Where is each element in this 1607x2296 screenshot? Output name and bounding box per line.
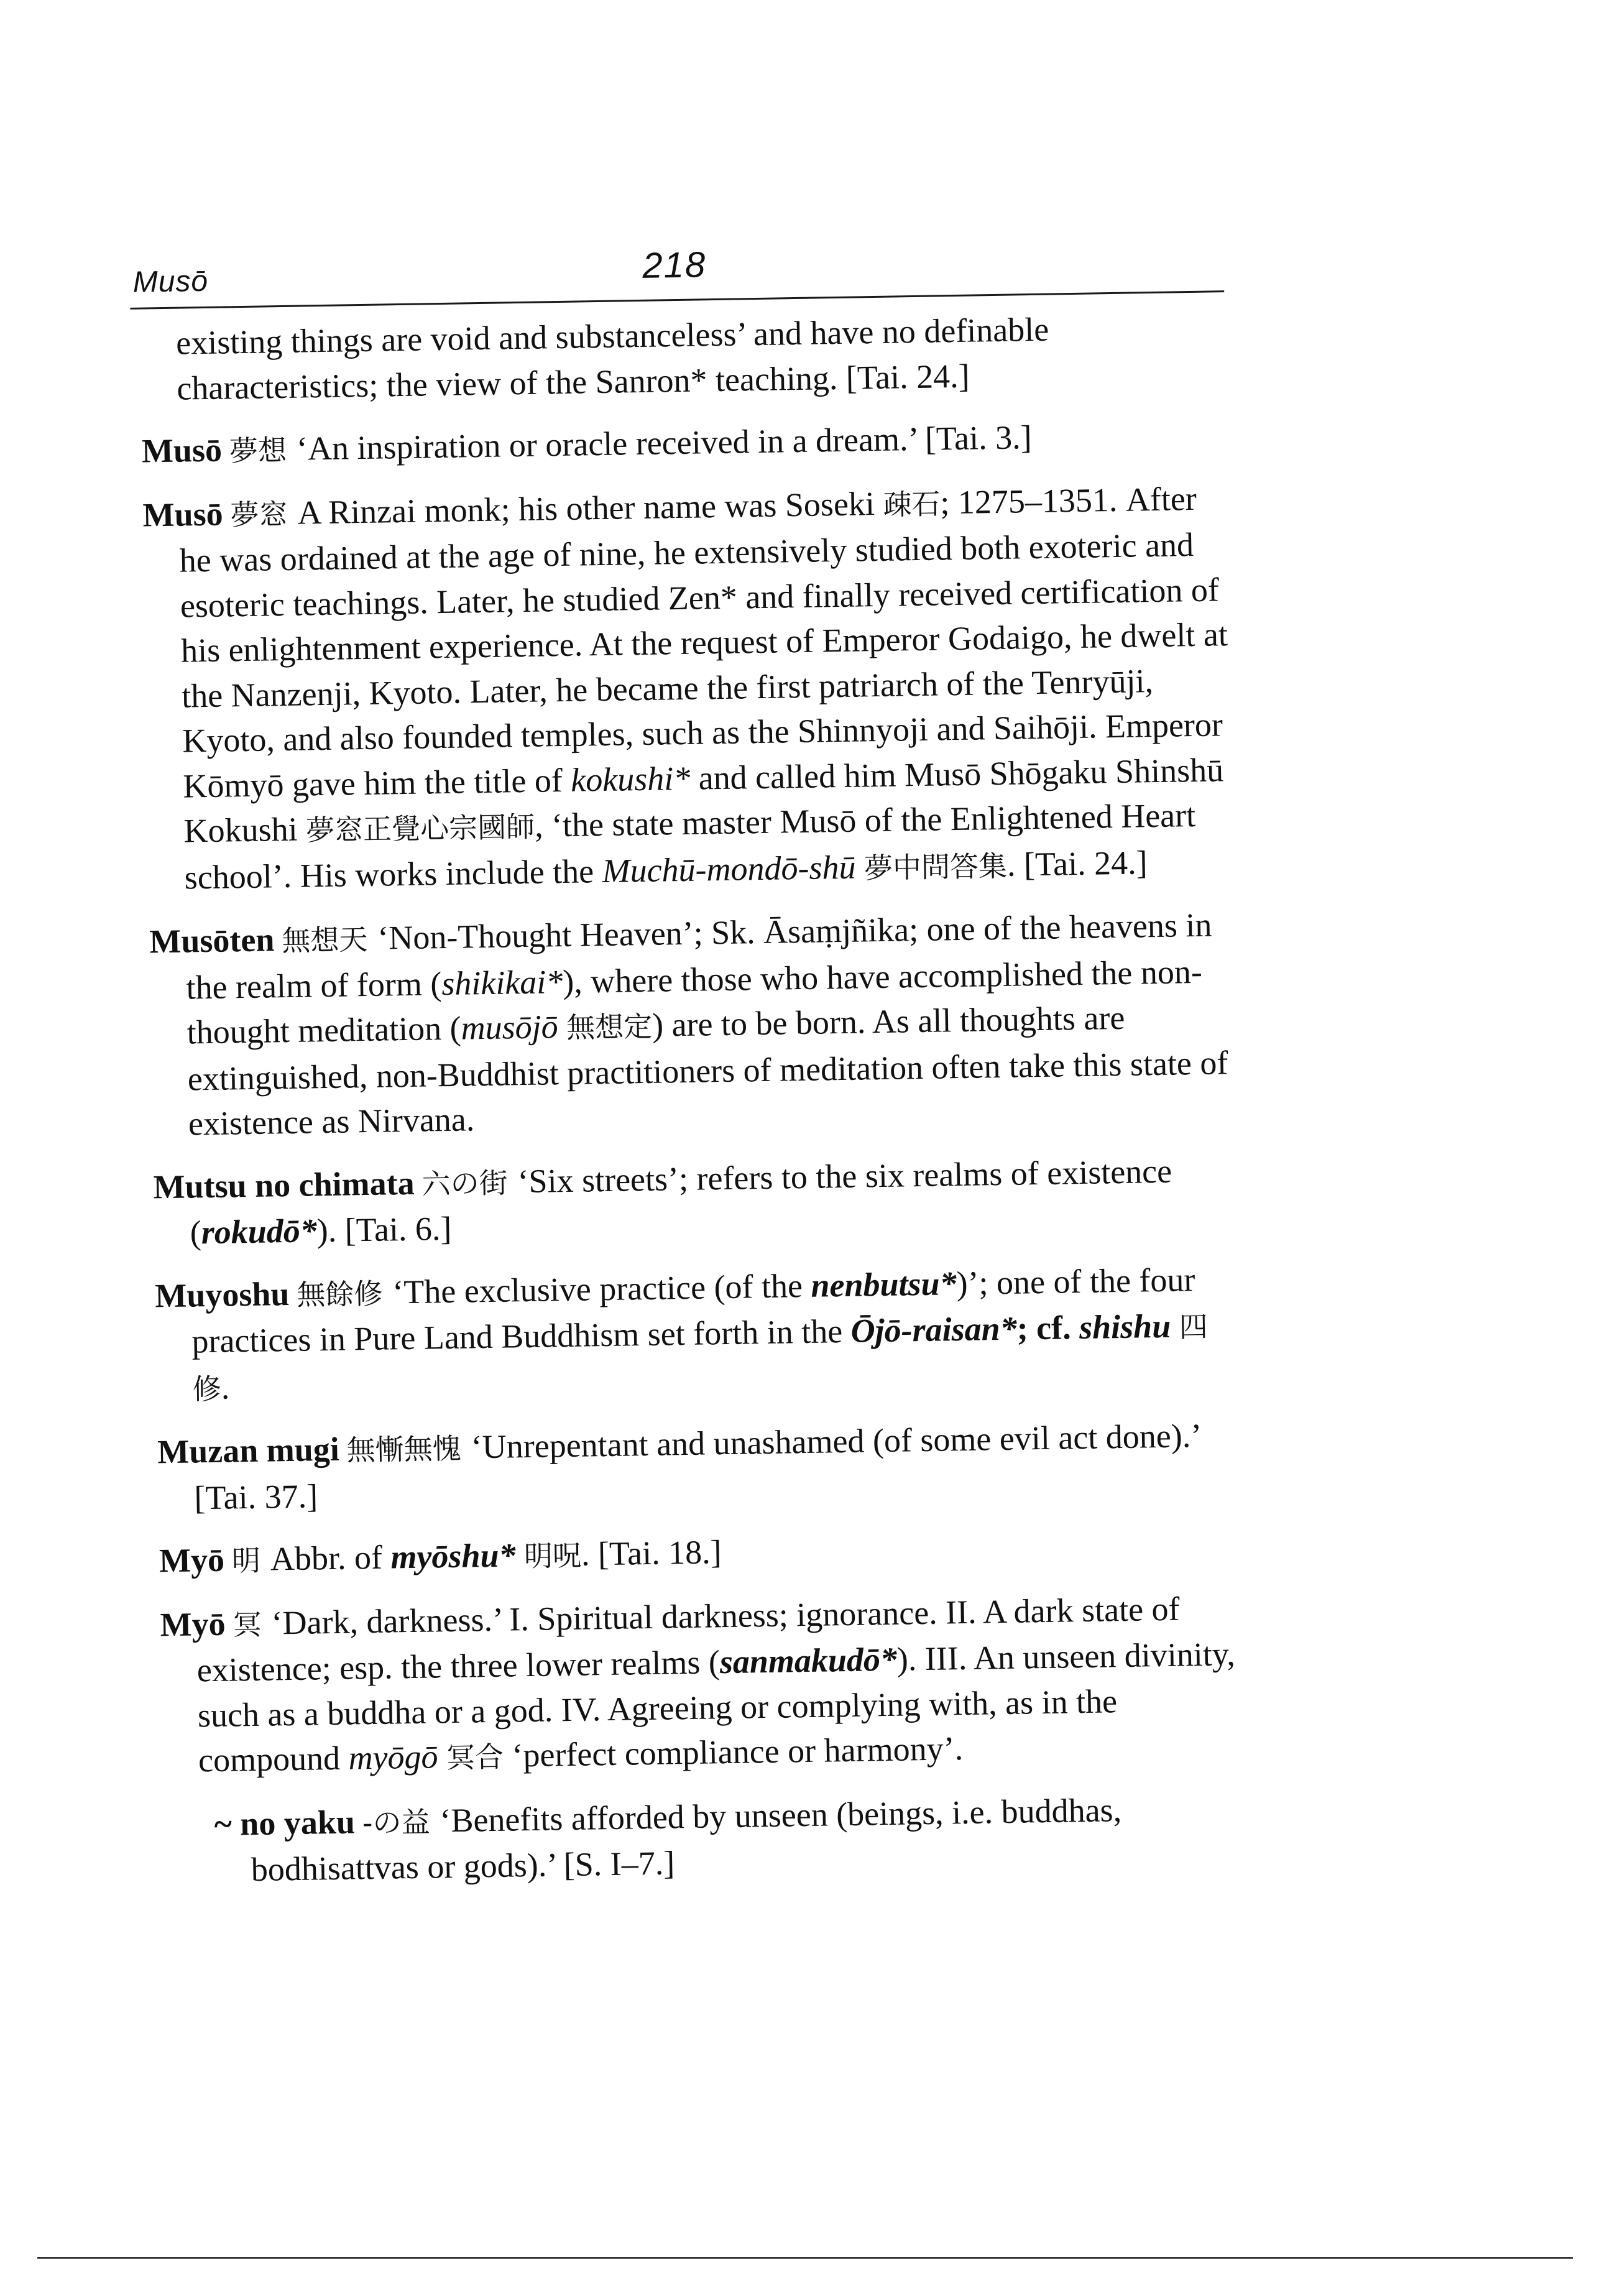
entry-kanji: 夢窓 xyxy=(230,497,288,532)
entry-mutsu-no-chimata xyxy=(153,1147,1239,1255)
entry-text: ‘Six streets’; refers to the six realms of existence ( xyxy=(190,1152,1172,1252)
entry-headword: Muzan mugi xyxy=(157,1430,340,1471)
entry-text: and called him Musō Shōgaku Shinshū Kokushi xyxy=(183,750,1224,850)
entry-muso-monk xyxy=(142,476,1233,902)
scan-edge-line xyxy=(37,2257,1573,2259)
entry-muyoshu xyxy=(155,1256,1241,1412)
entry-headword: Myō xyxy=(160,1605,226,1643)
entry-headword: Myō xyxy=(159,1541,225,1580)
entry-kanji: 夢想 xyxy=(229,433,287,468)
entry-headword: Musō xyxy=(141,431,223,470)
entry-kanji: 六の街 xyxy=(421,1165,508,1201)
entry-term: nenbutsu* xyxy=(810,1264,957,1304)
entry-term: rokudō* xyxy=(201,1212,318,1252)
entry-text: ‘Non-Thought Heaven’; Sk. Āsaṃjñika; one of the heavens in the realm of form ( xyxy=(186,906,1212,1007)
entry-headword: Musō xyxy=(142,495,224,534)
entry-list xyxy=(140,304,1250,1911)
entry-kanji: 無慚無愧 xyxy=(346,1431,462,1467)
entry-text: ‘The exclusive practice (of the xyxy=(392,1266,803,1311)
entry-kanji: -の益 xyxy=(362,1805,430,1840)
entry-kanji: 無餘修 xyxy=(297,1276,383,1312)
entry-reference: [Tai. 3.] xyxy=(924,418,1033,458)
entry-kanji: 四修 xyxy=(192,1309,1209,1406)
entry-term: sanmakudō* xyxy=(719,1640,898,1681)
entry-text: ‘Benefits afforded by unseen (beings, i.e. buddhas, bodhisattvas or gods).’ xyxy=(251,1791,1122,1889)
entry-reference: [Tai. 24.] xyxy=(1023,843,1148,883)
entry-kanji: 冥 xyxy=(233,1607,262,1641)
entry-text: , ‘the state master Musō of the Enlightened Heart school’. His works include the xyxy=(184,796,1196,897)
running-head: Musō xyxy=(132,264,209,299)
entry-no-yaku xyxy=(214,1785,1249,1893)
entry-text: A Rinzai monk; his other name was Soseki xyxy=(297,484,875,532)
page-number: 218 xyxy=(642,244,707,286)
entry-kanji: 疎石 xyxy=(882,486,941,522)
entry-text: ), where those who have accomplished the non-thought meditation ( xyxy=(186,952,1203,1051)
entry-kanji: 夢窓正覺心宗國師 xyxy=(305,809,535,847)
entry-reference: [S. I–7.] xyxy=(563,1844,675,1884)
entry-myo-dark xyxy=(160,1585,1247,1784)
entry-kanji: 無想天 xyxy=(281,922,368,958)
entry-reference: [Tai. 24.] xyxy=(845,357,970,397)
entry-term: shishu xyxy=(1079,1307,1171,1347)
entry-headword: Muyoshu xyxy=(154,1275,290,1314)
entry-text: . xyxy=(221,1368,230,1406)
entry-reference: [Tai. 6.] xyxy=(344,1209,452,1249)
entry-term: shikikai* xyxy=(441,962,563,1002)
entry-muso-inspiration xyxy=(141,412,1227,475)
entry-term: myōshu* xyxy=(390,1536,516,1576)
entry-text: ‘perfect compliance or harmony’. xyxy=(512,1730,964,1774)
entry-term: Ōjō-raisan* xyxy=(850,1309,1018,1350)
entry-kanji: 冥合 xyxy=(446,1740,504,1775)
entry-definition: ‘An inspiration or oracle received in a dream.’ xyxy=(296,420,917,468)
entry-text: Abbr. of xyxy=(270,1538,383,1578)
entry-text: ; cf. xyxy=(1016,1309,1072,1347)
entry-reference: [Tai. 18.] xyxy=(597,1533,722,1573)
entry-text: ). III. An unseen divinity, such as a buddha or a god. IV. Agreeing or complying with, as in the compound xyxy=(197,1635,1236,1779)
entry-muzan-mugi xyxy=(157,1413,1243,1521)
entry-text: )’; one of the four practices in Pure Land Buddhism set forth in the xyxy=(191,1260,1195,1360)
entry-term: musōjō xyxy=(461,1008,559,1047)
entry-term: kokushi* xyxy=(570,759,691,799)
entry-headword: Mutsu no chimata xyxy=(153,1164,415,1206)
entry-text: ‘Unrepentant and unashamed (of some evil act done).’ xyxy=(471,1417,1200,1466)
entry-text: ‘Dark, darkness.’ I. Spiritual darkness; ignorance. II. A dark state of existence; esp. the three lower realms ( xyxy=(196,1590,1180,1689)
entry-reference: [Tai. 37.] xyxy=(193,1477,318,1516)
entry-text: ) are to be born. As all thoughts are extinguished, non-Buddhist practitioners of meditation often take this state of existence as Nirvana. xyxy=(187,998,1228,1143)
entry-text: ; 1275–1351. After he was ordained at the age of nine, he extensively studied both exoteric and esoteric teachings. Later, he studied Zen* and finally received certification of his enlightenment experience. At the request of Emperor Godaigo, he dwelt at the Nanzenji, Kyoto. Later, he became the first patriarch of the Tenryūji, Kyoto, and also founded temples, such as the Shinnyoji and Saihōji. Emperor Kōmyō gave him the title of xyxy=(179,479,1228,805)
entry-text: ). xyxy=(316,1211,337,1250)
entry-continuation xyxy=(140,304,1226,411)
entry-headword: Musōten xyxy=(149,921,275,961)
entry-headword: ~ no yaku xyxy=(214,1802,356,1843)
entry-kanji: 無想定 xyxy=(566,1009,653,1044)
entry-text: . xyxy=(581,1535,590,1573)
entry-text: . xyxy=(1006,846,1016,883)
entry-musoten xyxy=(149,902,1238,1147)
entry-kanji: 夢中問答集 xyxy=(863,849,1008,885)
entry-kanji: 明呪 xyxy=(523,1538,582,1574)
entry-myo-abbr xyxy=(159,1521,1244,1585)
entry-term: Muchū-mondō-shū xyxy=(602,848,856,890)
entry-kanji: 明 xyxy=(231,1543,261,1578)
entry-term: myōgō xyxy=(348,1738,438,1777)
entry-text: existing things are void and substanceless’ and have no definable characteristics; the view of the Sanron* teaching. xyxy=(175,310,1049,407)
